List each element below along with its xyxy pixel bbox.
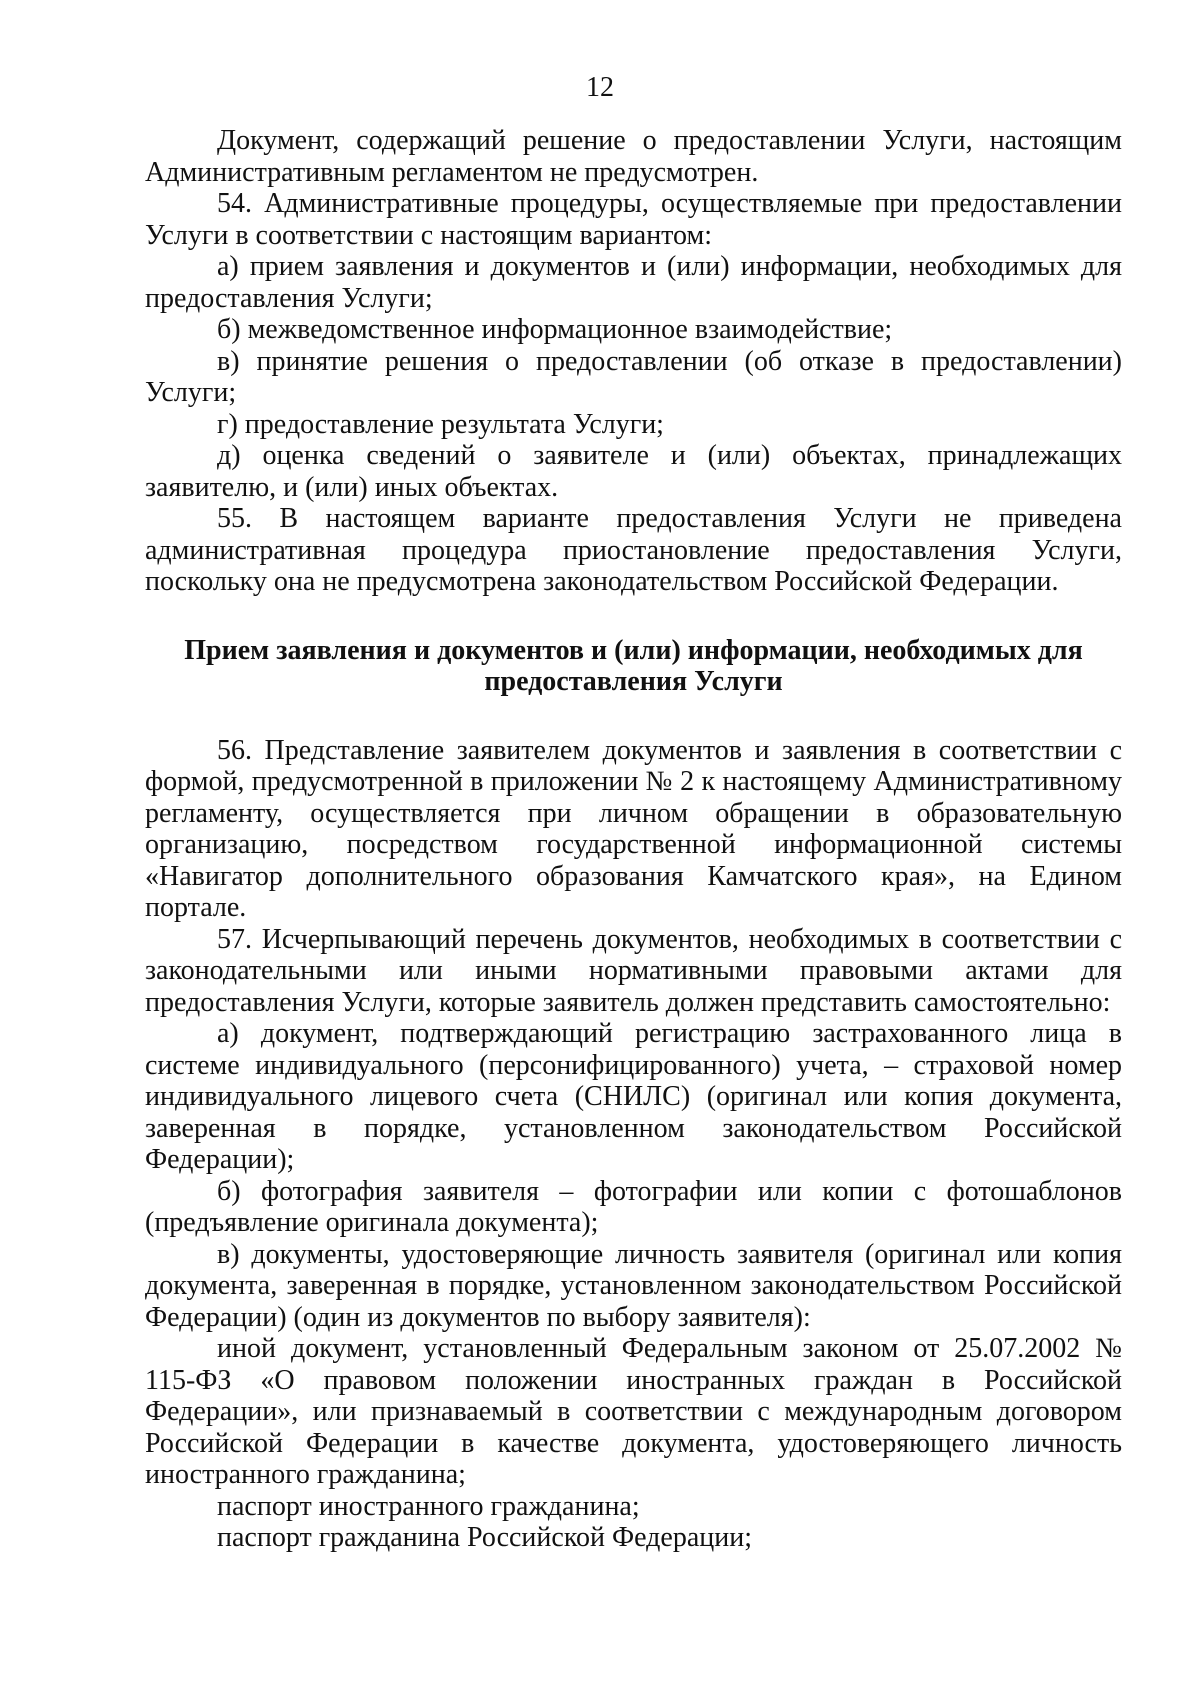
list-item-foreign-id-doc: иной документ, установленный Федеральным законом от 25.07.2002 № 115-ФЗ «О правовом положении иностранных граждан в Российской Федерации», или признаваемый в соответствии с международным договором Российской Федерации в качестве документа, удостоверяющего личность иностранного гражданина;: [145, 1333, 1122, 1490]
list-item-54b: б) межведомственное информационное взаимодействие;: [217, 314, 893, 345]
paragraph-55: 55. В настоящем варианте предоставления Услуги не приведена административная процедура приостановление предоставления Услуги, поскольку она не предусмотрена законодательством Российской Федерации.: [145, 503, 1122, 597]
list-item-rf-passport: паспорт гражданина Российской Федерации;: [217, 1522, 753, 1553]
paragraph-57: 57. Исчерпывающий перечень документов, необходимых в соответствии с законодательными или иными нормативными правовыми актами для предоставления Услуги, которые заявитель должен представить самостоятельно:: [145, 923, 1122, 1018]
paragraph-54: 54. Административные процедуры, осуществляемые при предоставлении Услуги в соответствии с настоящим вариантом:: [145, 188, 1122, 251]
list-item-54c: в) принятие решения о предоставлении (об отказе в предоставлении) Услуги;: [145, 345, 1122, 408]
list-item-foreign-passport: паспорт иностранного гражданина;: [217, 1490, 640, 1522]
paragraph-56: 56. Представление заявителем документов и заявления в соответствии с формой, предусмотренной в приложении № 2 к настоящему Административному регламенту, осуществляется при личном обращении в образовательную организацию, посредством государственной информационной системы «Навигатор дополнительного образования Камчатского края», на Едином портале.: [145, 734, 1122, 923]
list-item-57c: в) документы, удостоверяющие личность заявителя (оригинал или копия документа, заверенная в порядке, установленном законодательством Российской Федерации) (один из документов по выбору заявителя):: [145, 1238, 1122, 1333]
document-body: [145, 125, 1122, 1554]
list-item-57b: б) фотография заявителя – фотографии или копии с фотошаблонов (предъявление оригинала документа);: [145, 1175, 1122, 1238]
list-item-54e: д) оценка сведений о заявителе и (или) объектах, принадлежащих заявителю, и (или) иных объектах.: [145, 440, 1122, 503]
list-item-54a: а) прием заявления и документов и (или) информации, необходимых для предоставления Услуги;: [145, 251, 1122, 314]
paragraph-no-decision-doc: Документ, содержащий решение о предоставлении Услуги, настоящим Административным регламентом не предусмотрен.: [145, 125, 1122, 188]
page-number: 12: [586, 72, 614, 103]
section-heading: Прием заявления и документов и (или) информации, необходимых для предоставления Услуги: [184, 634, 1083, 697]
list-item-57a: а) документ, подтверждающий регистрацию застрахованного лица в системе индивидуального (персонифицированного) учета, – страховой номер индивидуального лицевого счета (СНИЛС) (оригинал или копия документа, заверенная в порядке, установленном законодательством Российской Федерации);: [145, 1018, 1122, 1175]
list-item-54d: г) предоставление результата Услуги;: [217, 408, 664, 440]
